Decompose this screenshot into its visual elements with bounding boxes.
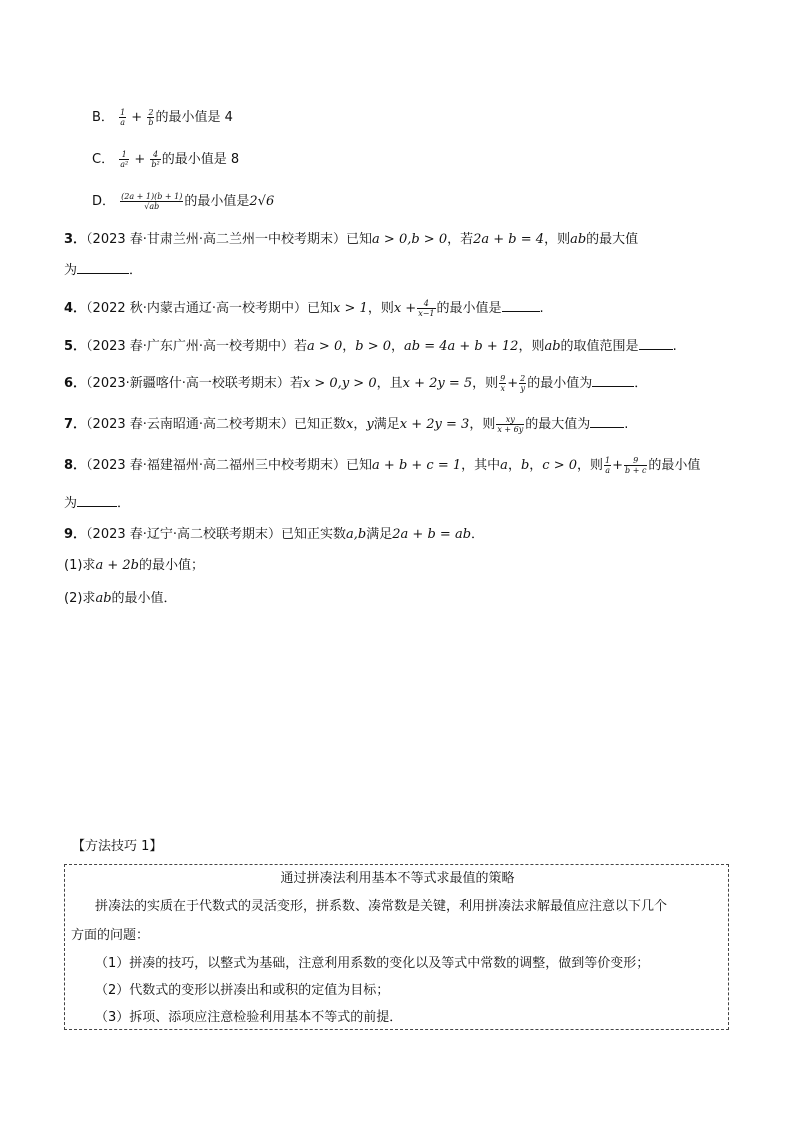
option-b: B． $\frac{1}{a}$ + $\frac{2}{b}$ 的最小值是 4	[92, 108, 233, 127]
answer-blank[interactable]	[77, 261, 129, 274]
question-source: （2023·新疆喀什·高一校联考期末）	[86, 376, 290, 391]
method-item-3: （3）拆项、添项应注意检验利用基本不等式的前提．	[95, 1010, 403, 1025]
option-d: D． $\frac{(2a + 1)(b + 1)}{√ab}$ 的最小值是2√6	[92, 192, 275, 211]
fraction: $\frac{1}{a}$	[605, 456, 611, 475]
fraction: $\frac{1}{a}$	[120, 108, 126, 127]
option-c: C． $\frac{1}{\text{a²}}$ + $\frac{4}{\text{b²}}$ 的最小值是 8	[92, 150, 240, 169]
question-4: 4．（2022 秋·内蒙古通辽·高一校考期中）已知x > 1，则x + $\frac{4}{x-1}$ 的最小值是 .	[64, 299, 544, 318]
fraction: $\frac{2}{b}$	[148, 108, 154, 127]
question-3: 3．（2023 春·甘肃兰州·高二兰州一中校考期末）已知a > 0,b > 0，若2a + b = 4，则ab的最大值	[64, 232, 639, 247]
answer-blank[interactable]	[77, 494, 117, 507]
question-9: 9．（2023 春·辽宁·高二校联考期末）已知正实数a,b满足2a + b = ab．	[64, 527, 485, 542]
question-source: （2022 秋·内蒙古通辽·高一校考期中）	[86, 301, 308, 316]
answer-blank[interactable]	[639, 337, 673, 350]
fraction: $\frac{(2a + 1)(b + 1)}{√ab}$	[121, 192, 183, 211]
question-source: （2023 春·甘肃兰州·高二兰州一中校考期末）	[86, 232, 347, 247]
method-item-2: （2）代数式的变形以拼凑出和或积的定值为目标；	[95, 983, 390, 998]
fraction: $\frac{9}{x}$	[500, 374, 506, 393]
answer-blank[interactable]	[502, 299, 540, 312]
option-label: B．	[92, 110, 114, 125]
question-3-cont: 为 ．	[64, 263, 143, 278]
fraction: $\frac{4}{x-1}$	[418, 299, 435, 318]
option-label: D．	[92, 194, 116, 209]
question-7: 7．（2023 春·云南昭通·高二校考期末）已知正数x，y满足x + 2y = 3，则 $\frac{xy}{x + 6y}$ 的最大值为 .	[64, 415, 629, 434]
answer-blank[interactable]	[590, 415, 624, 428]
method-box	[64, 864, 729, 1030]
fraction: $\frac{9}{b + c}$	[625, 456, 647, 475]
question-8-cont: 为 ．	[64, 496, 131, 511]
question-source: （2023 春·云南昭通·高二校考期末）	[86, 417, 295, 432]
option-label: C．	[92, 152, 115, 167]
method-paragraph: 拼凑法的实质在于代数式的灵活变形，拼系数、凑常数是关键，利用拼凑法求解最值应注意以下几个	[95, 899, 668, 914]
method-item-1: （1）拼凑的技巧，以整式为基础，注意利用系数的变化以及等式中常数的调整，做到等价变形；	[95, 956, 650, 971]
method-paragraph-cont: 方面的问题：	[71, 928, 150, 943]
sub-question-1: (1)求a + 2b的最小值；	[64, 558, 204, 573]
question-6: 6．（2023·新疆喀什·高一校联考期末）若x > 0,y > 0，且x + 2y = 5，则 $\frac{9}{x}$ + $\frac{2}{y}$ 的最小值为 ．	[64, 374, 648, 393]
fraction: $\frac{1}{\text{a²}}$	[120, 150, 129, 169]
question-source: （2023 春·广东广州·高一校考期中）	[86, 339, 295, 354]
question-source: （2023 春·辽宁·高二校联考期末）	[86, 527, 282, 542]
question-source: （2023 春·福建福州·高二福州三中校考期末）	[86, 458, 347, 473]
fraction: $\frac{xy}{x + 6y}$	[497, 415, 524, 434]
question-8: 8．（2023 春·福建福州·高二福州三中校考期末）已知a + b + c = 1，其中a，b，c > 0，则 $\frac{1}{a}$ + $\frac{9}{b + c}$ 的最小值	[64, 456, 701, 475]
sub-question-2: (2)求ab的最小值．	[64, 591, 177, 606]
question-5: 5．（2023 春·广东广州·高一校考期中）若a > 0，b > 0，ab = 4a + b + 12，则ab的取值范围是 .	[64, 339, 677, 354]
answer-blank[interactable]	[592, 374, 634, 387]
fraction: $\frac{2}{y}$	[520, 374, 526, 393]
fraction: $\frac{4}{\text{b²}}$	[151, 150, 160, 169]
method-heading: 【方法技巧 1】	[72, 839, 163, 854]
method-title: 通过拼凑法利用基本不等式求最值的策略	[280, 871, 515, 886]
